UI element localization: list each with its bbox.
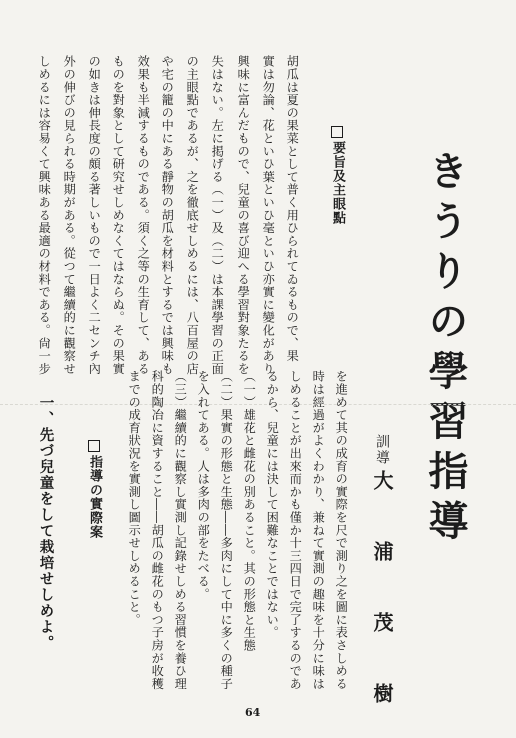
section-heading: 一、先づ兒童をして栽培せしめよ。 [37,395,55,651]
lower-column: （一）雄花と雌花の別あること。其の形態と生態 [242,370,257,652]
lower-column: を進めて其の成育の實際を尺で測り之を圖に表さしめる [334,370,349,690]
lower-column: しめることが出來而かも僅か十三四日で完了するのであ [288,370,303,690]
article-title: きうりの學習指導 [422,150,469,550]
lower-column: 時は經過がよくわかり、兼ねて實測の趣味を十分に味は [311,370,326,690]
upper-column: ものを對象として研究せしめなくてはならぬ。その果實 [111,55,126,375]
page-number: 64 [245,706,261,719]
upper-column: 外の伸びの見られる時期がある。從つて繼續的に觀察せ [62,55,77,375]
block-divider [0,404,516,405]
lower-column: までの成育狀況を實測し圖示せしめること。 [127,370,142,626]
upper-column: 興味に富んだもので、兒童の喜び迎へる學習對象たるを [236,55,251,375]
upper-heading: 要旨及主眼點 [331,126,344,225]
author-name: 大 浦 茂 樹 [370,470,394,725]
upper-column: や宅の籠の中にある靜物の胡瓜を材料とするでは興味も [160,55,175,375]
lower-column: （三）繼續的に觀察し實測し記錄せしめる習慣を養ひ理 [173,370,188,690]
upper-column: 胡瓜は夏の果菜として普く用ひられてゐるもので、果 [285,55,300,363]
upper-column: しめるには容易くて興味ある最適の材料である。尙一步 [37,55,52,375]
upper-column: 失はない。左に掲げる（一）及（二）は本課學習の正面 [210,55,225,375]
author-role: 訓導 [374,434,390,466]
lower-column: を入れてある。人は多肉の部をたべる。 [196,370,211,601]
lower-column: るから、兒童には決して困難なことではない。 [265,370,280,639]
upper-column: の主眼點であるが、之を徹底せしめるには、八百屋の店 [185,55,200,375]
upper-column: の如きは伸長度の頗る著しいもので一日よく二センチ內 [87,55,102,375]
upper-column: 實は勿論、花といひ葉といひ毫といひ亦實に變化があり [261,55,276,375]
upper-column: 效果も半減するものである。須く之等の生育して、ある [136,55,151,375]
lower-column: （二）果實の形態と生態――多肉にして中に多くの種子 [219,370,234,690]
lower-column: 科的陶冶に資すること――胡瓜の雌花のもつ子房が收穫 [150,370,165,690]
lower-heading: 指導の實際案 [88,440,101,539]
